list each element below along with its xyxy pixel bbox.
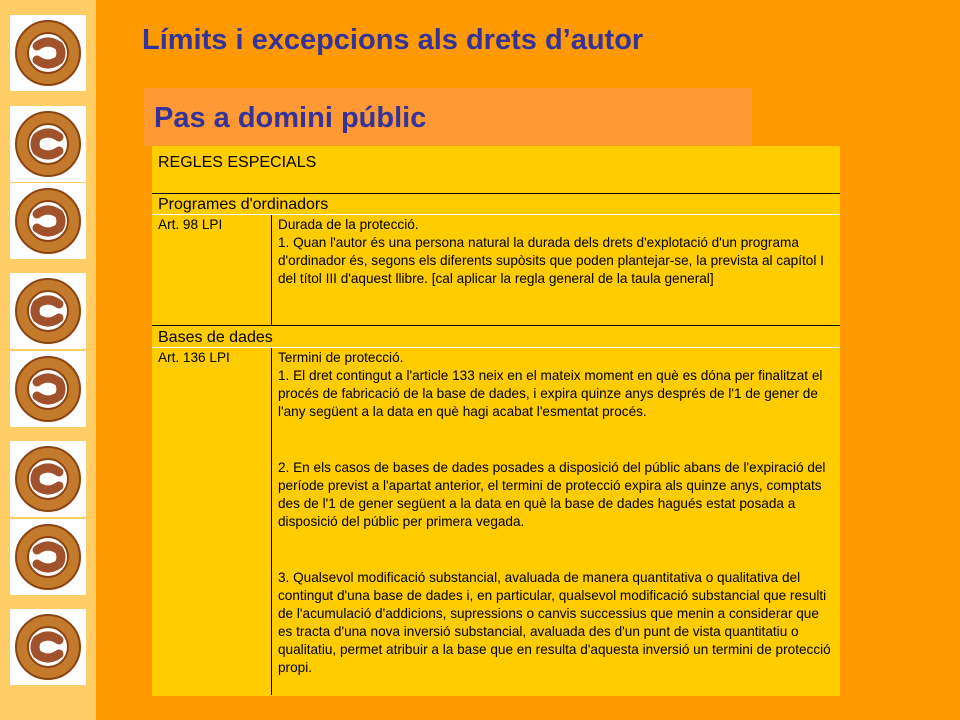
section-divider bbox=[152, 214, 840, 215]
subtitle-banner bbox=[144, 88, 752, 146]
column-divider bbox=[271, 348, 272, 695]
copyright-logo-8 bbox=[10, 609, 86, 685]
copyright-logo-4 bbox=[10, 273, 86, 349]
copyright-logo-2 bbox=[10, 106, 86, 182]
article-ref-databases: Art. 136 LPI bbox=[158, 350, 230, 365]
copyright-c-icon bbox=[15, 614, 81, 680]
article-paragraph-1: Termini de protecció. 1. El dret contingut a l'article 133 neix en el mateix moment en què es dóna per finalitzat el procés de fabricació de la base de dades, i expira quinze anys després de l'1 de gener de l'any següent a la data en què hagi acabat l'esmentat procés. bbox=[278, 350, 823, 419]
section-title-programs: Programes d'ordinadors bbox=[158, 196, 329, 213]
article-paragraph-2: 2. En els casos de bases de dades posades a disposició del públic abans de l'expiració del període previst a l'apartat anterior, el termini de protecció expira als quinze anys, comptats des de l'1 de gener següent a la data en què la base de dades hagués estat posada a disposició del públic per primera vegada. bbox=[278, 460, 826, 529]
copyright-logo-7 bbox=[10, 519, 86, 595]
column-divider bbox=[271, 215, 272, 325]
rules-document bbox=[152, 146, 840, 696]
slide-title: Límits i excepcions als drets d’autor bbox=[142, 24, 644, 56]
article-text-programs: Durada de la protecció. 1. Quan l'autor és una persona natural la durada dels drets d'explotació d'un programa d'ordinador és, segons els diferents supòsits que poden plantejar-se, la prevista al capítol I del títol III d'aquest llibre. [cal aplicar la regla general de la taula general] bbox=[278, 217, 824, 286]
copyright-c-icon bbox=[15, 20, 81, 86]
section-title-databases: Bases de dades bbox=[158, 329, 273, 346]
copyright-c-icon bbox=[15, 524, 81, 590]
document-header bbox=[152, 146, 840, 194]
logo-sidebar bbox=[0, 0, 96, 720]
section-divider bbox=[152, 325, 840, 326]
article-paragraph-3: 3. Qualsevol modificació substancial, avaluada de manera quantitativa o qualitativa del contingut d'una base de dades i, en particular, qualsevol modificació substancial que resulti de l'acumulació d'addicions, supressions o canvis successius que menin a considerar que es tracta d'una nova inversió substancial, avaluada des d'un punt de vista quantitatiu o qualitatiu, permet atribuir a la base que en resulta d'aquesta inversió un termini de protecció propi. bbox=[278, 570, 831, 675]
section-divider bbox=[152, 347, 840, 348]
copyright-c-icon bbox=[15, 356, 81, 422]
copyright-c-icon bbox=[15, 111, 81, 177]
copyright-c-icon bbox=[15, 188, 81, 254]
copyright-logo-3 bbox=[10, 183, 86, 259]
copyright-logo-1 bbox=[10, 15, 86, 91]
copyright-c-icon bbox=[15, 446, 81, 512]
copyright-c-icon bbox=[15, 278, 81, 344]
copyright-logo-6 bbox=[10, 441, 86, 517]
slide-subtitle: Pas a domini públic bbox=[154, 102, 427, 134]
article-ref-programs: Art. 98 LPI bbox=[158, 217, 223, 232]
copyright-logo-5 bbox=[10, 351, 86, 427]
document-header-label: REGLES ESPECIALS bbox=[158, 154, 317, 171]
